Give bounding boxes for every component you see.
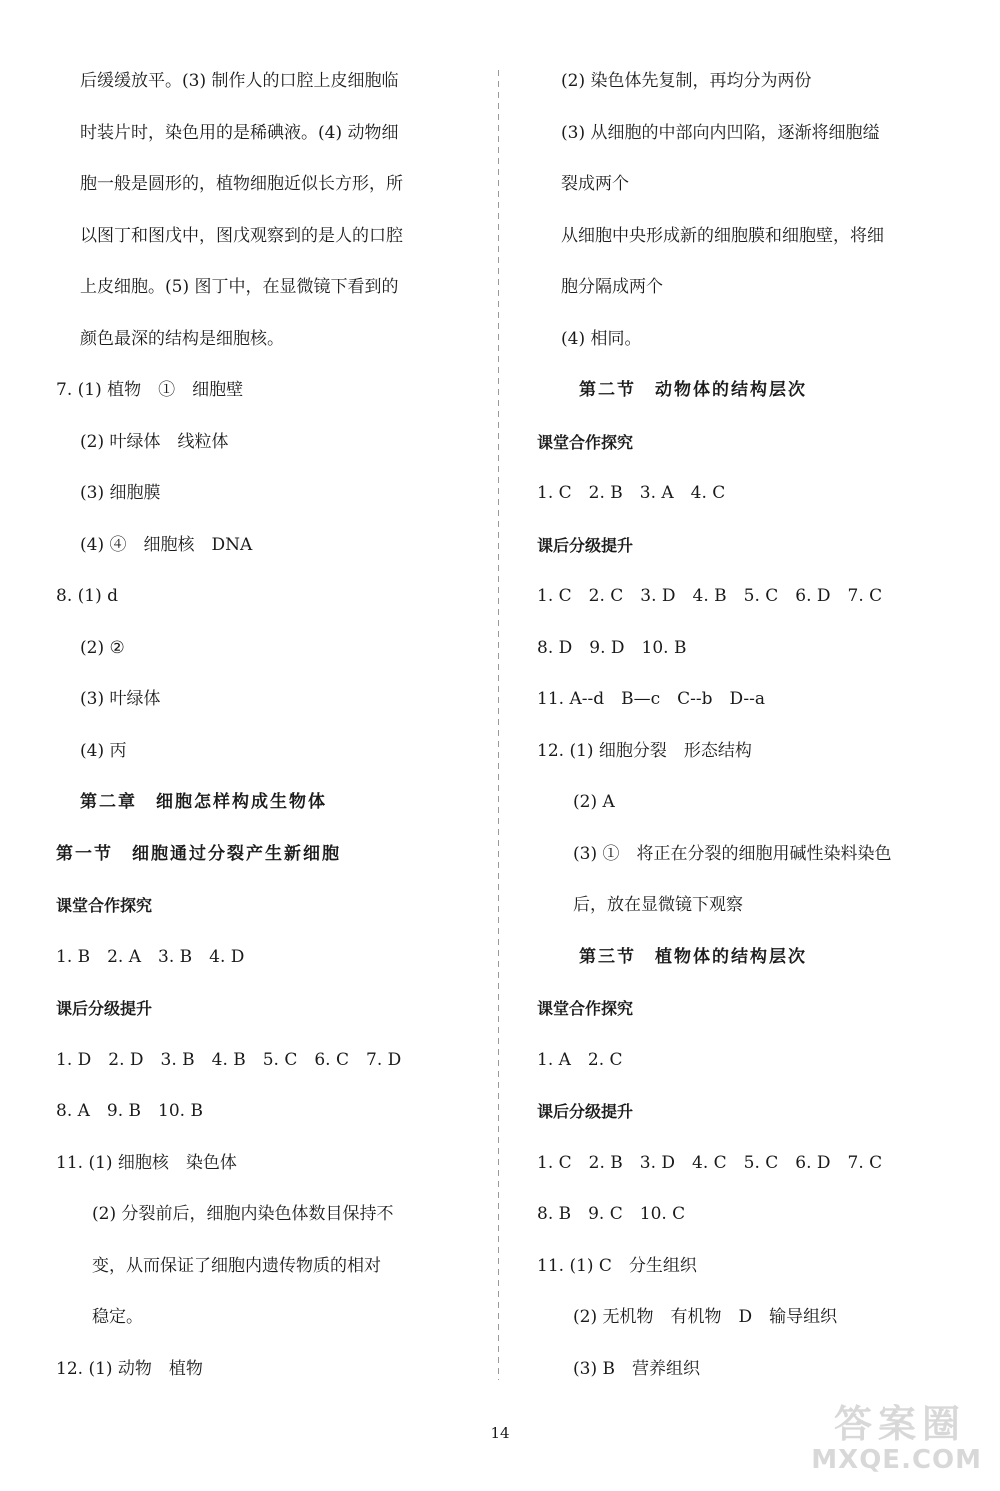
section-heading: 第二章 细胞怎样构成生物体 [80,792,327,812]
answer-line: 11. (1) C 分生组织 [537,1255,697,1276]
answer-line: 胞分隔成两个 [561,277,663,297]
answer-line: 12. (1) 细胞分裂 形态结构 [537,740,752,761]
section-heading: 第一节 细胞通过分裂产生新细胞 [56,843,341,864]
subsection-label: 课后分级提升 [537,535,634,555]
answer-line: 以图丁和图戊中，图戊观察到的是人的口腔 [80,225,403,246]
answer-line: (2) 分裂前后，细胞内染色体数目保持不 [92,1204,394,1224]
answer-line: (2) 无机物 有机物 D 输导组织 [573,1307,838,1327]
answer-line: (3) ① 将正在分裂的细胞用碱性染料染色 [573,843,892,864]
answer-line: 时装片时，染色用的是稀碘液。(4) 动物细 [80,122,399,143]
watermark-url: MXQE.COM [811,1445,982,1475]
page-number: 14 [490,1424,510,1442]
answer-line: 变，从而保证了细胞内遗传物质的相对 [92,1255,381,1276]
watermark-logo [802,1393,982,1483]
answer-line: (4) 相同。 [561,328,642,349]
answer-line: 12. (1) 动物 植物 [56,1358,203,1379]
answer-line: 从细胞中央形成新的细胞膜和细胞壁，将细 [561,225,884,246]
watermark-text: 答案圈 [833,1402,966,1446]
answer-line: 后，放在显微镜下观察 [573,895,743,915]
left-column [56,56,476,1395]
answer-line: 1. C 2. C 3. D 4. B 5. C 6. D 7. C [537,586,883,606]
subsection-label: 课后分级提升 [56,999,153,1018]
column-divider [498,70,499,1380]
subsection-label: 课堂合作探究 [537,999,634,1018]
answer-line: (2) 叶绿体 线粒体 [80,431,229,452]
answer-line: 7. (1) 植物 ① 细胞壁 [56,380,244,400]
answer-line: (2) ② [80,637,125,658]
answer-line: 8. B 9. C 10. C [537,1204,686,1224]
answer-line: 11. (1) 细胞核 染色体 [56,1152,237,1173]
answer-line: 胞一般是圆形的，植物细胞近似长方形，所 [80,174,403,194]
answer-line: (2) 染色体先复制，再均分为两份 [561,71,812,91]
section-heading: 第二节 动物体的结构层次 [579,380,807,400]
answer-line: (2) A [573,792,615,812]
answer-line: 上皮细胞。(5) 图丁中，在显微镜下看到的 [80,277,399,297]
answer-line: 8. D 9. D 10. B [537,637,687,658]
answer-line: (3) 细胞膜 [80,483,161,503]
answer-line: (4) ④ 细胞核 DNA [80,534,253,555]
answer-line: 1. C 2. B 3. A 4. C [537,483,726,503]
subsection-label: 课后分级提升 [537,1102,634,1121]
answer-line: 8. A 9. B 10. B [56,1101,203,1121]
answer-line: (3) B 营养组织 [573,1358,700,1379]
answer-line: (4) 丙 [80,740,127,761]
right-column [537,56,957,1395]
answer-line: 8. (1) d [56,586,118,606]
answer-line: 11. A--d B—c C--b D--a [537,689,766,709]
section-heading: 第三节 植物体的结构层次 [579,946,807,967]
answer-line: 1. B 2. A 3. B 4. D [56,946,245,967]
answer-line: 颜色最深的结构是细胞核。 [80,328,284,349]
answer-line: (3) 叶绿体 [80,689,161,709]
answer-line: 裂成两个 [561,174,629,194]
answer-line: 稳定。 [92,1307,143,1327]
answer-line: (3) 从细胞的中部向内凹陷，逐渐将细胞缢 [561,122,880,143]
answer-line: 1. C 2. B 3. D 4. C 5. C 6. D 7. C [537,1152,883,1173]
answer-line: 后缓缓放平。(3) 制作人的口腔上皮细胞临 [80,71,399,91]
answer-line: 1. A 2. C [537,1049,623,1070]
subsection-label: 课堂合作探究 [537,432,634,452]
answer-line: 1. D 2. D 3. B 4. B 5. C 6. C 7. D [56,1049,402,1070]
subsection-label: 课堂合作探究 [56,896,153,915]
